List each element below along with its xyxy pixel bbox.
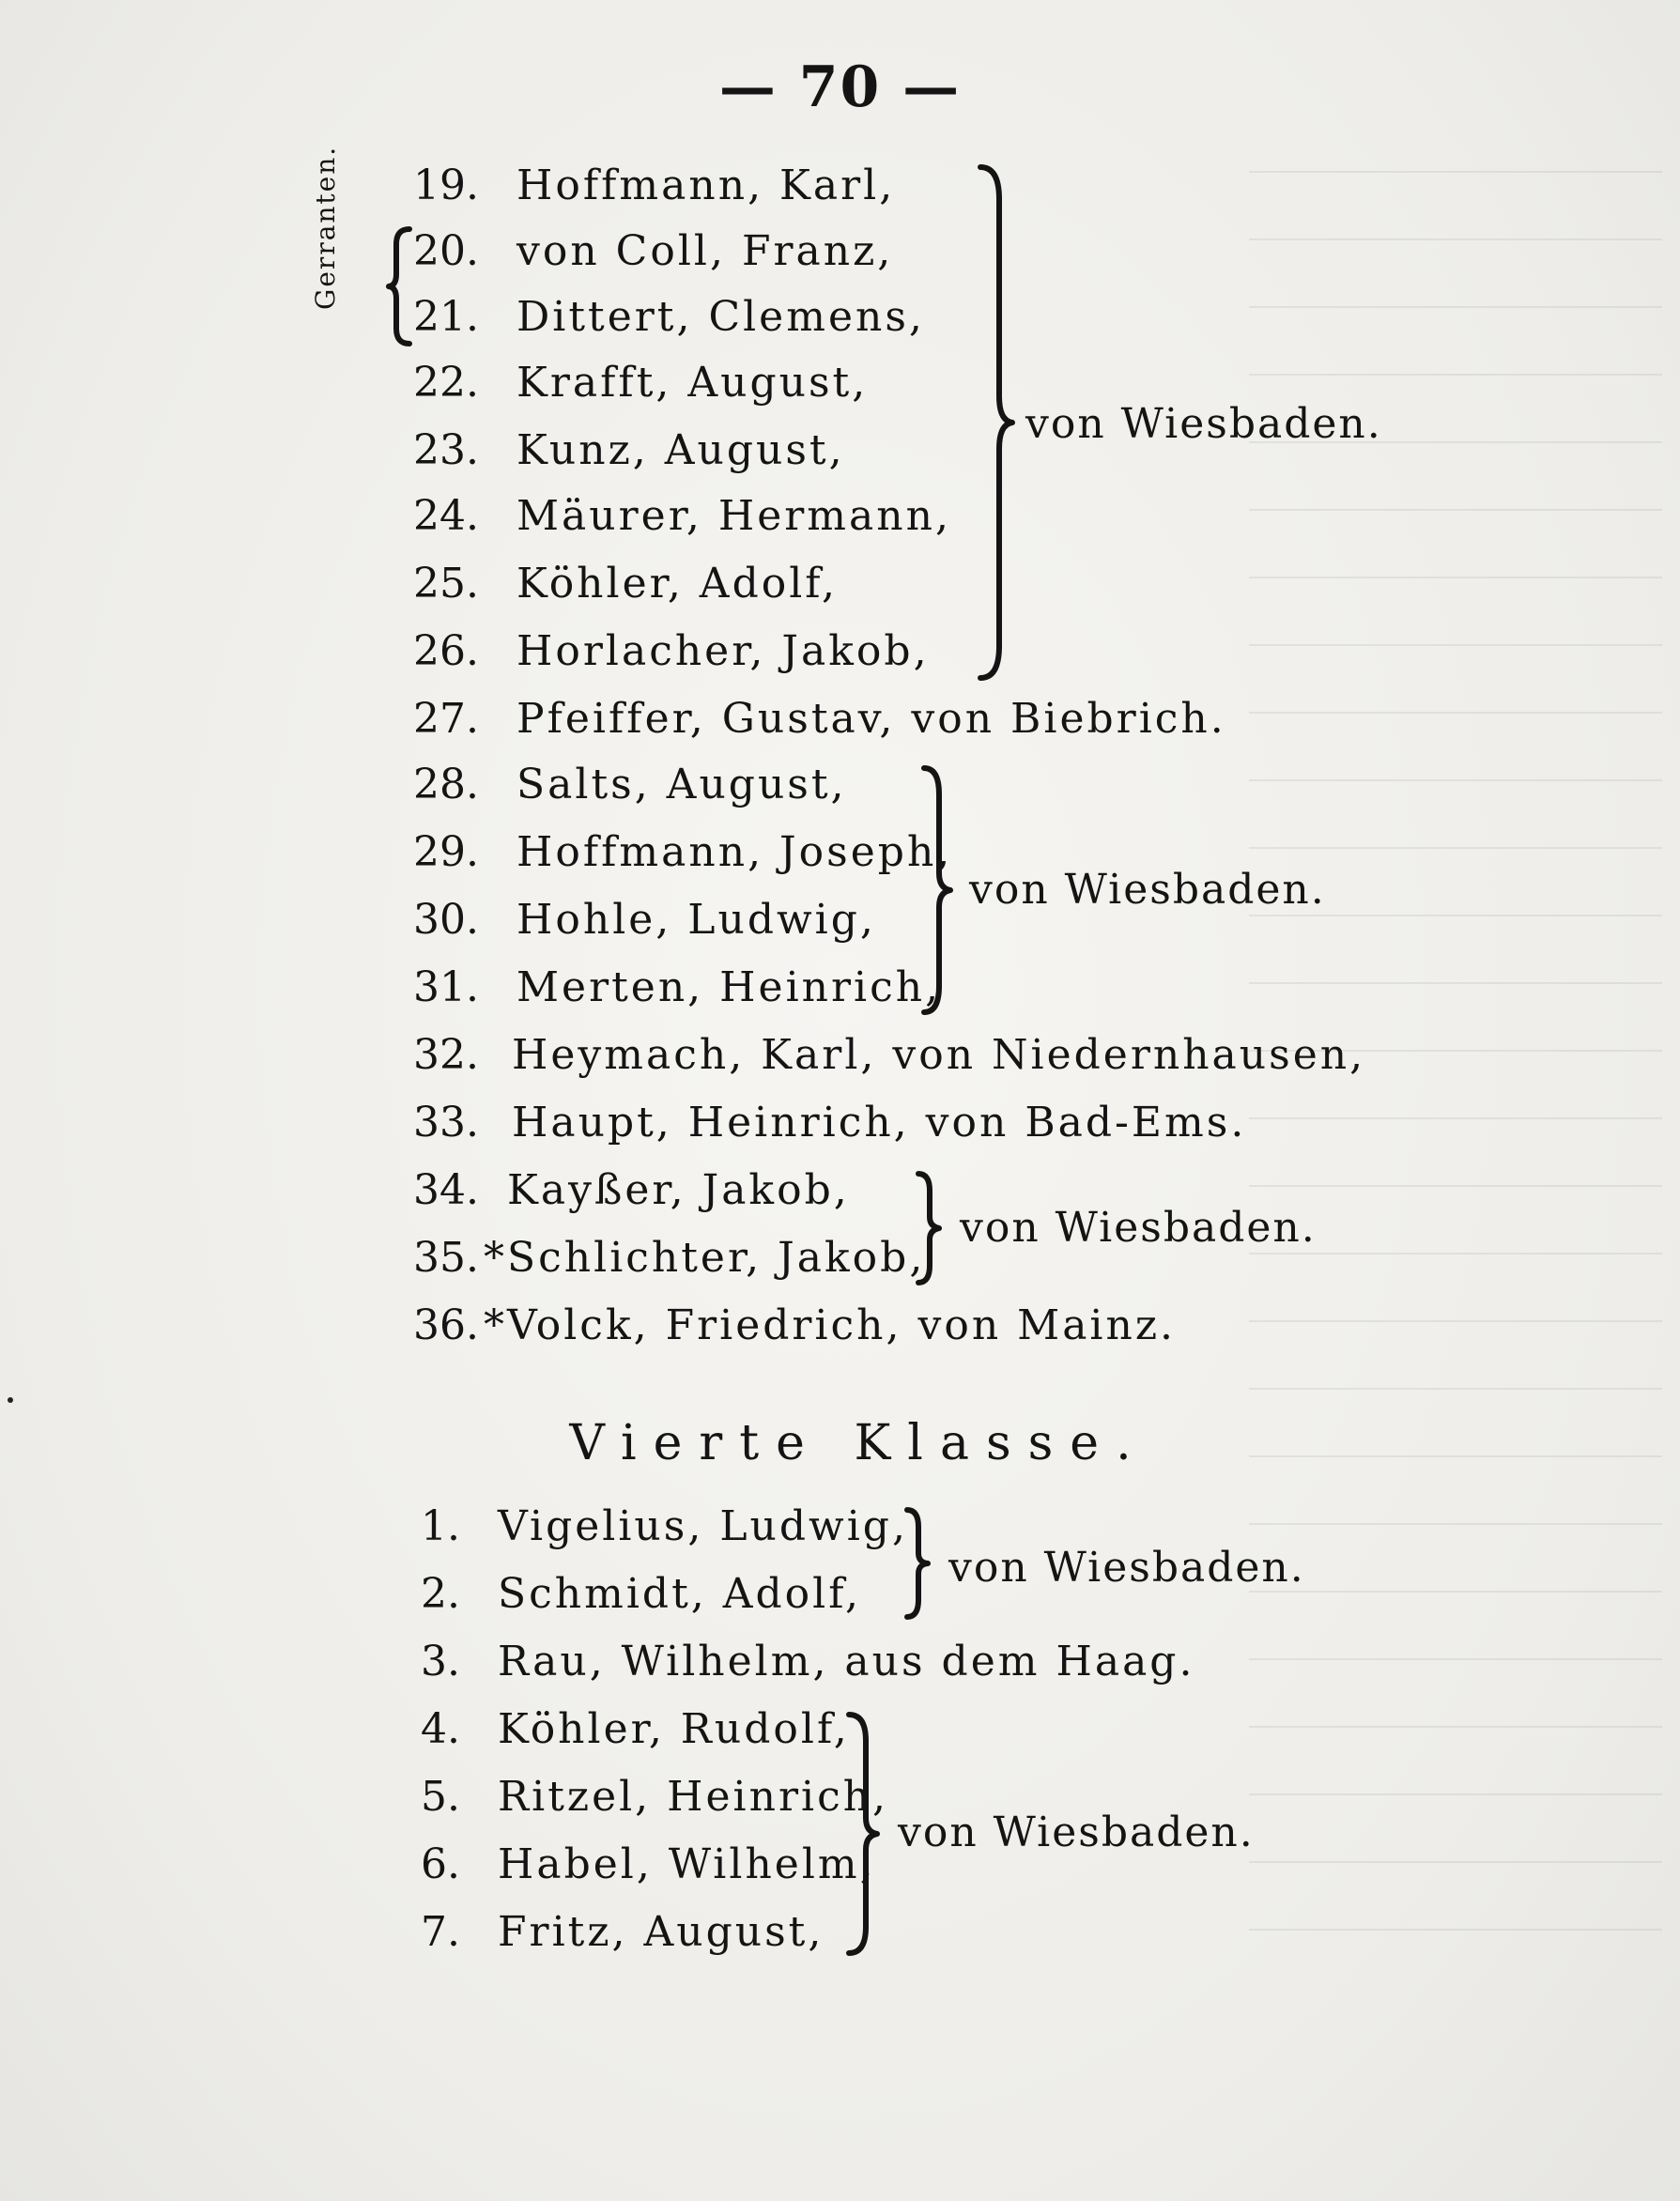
- item-name: Merten, Heinrich,: [516, 963, 942, 1011]
- item-name: Krafft, August,: [516, 359, 869, 407]
- group-label-4: von Wiesbaden.: [948, 1544, 1305, 1592]
- group-brace-1: [977, 162, 1014, 684]
- item-name: Rau, Wilhelm, aus dem Haag.: [498, 1638, 1195, 1685]
- item-number: 6.: [421, 1840, 460, 1888]
- item-name: Vigelius, Ludwig,: [498, 1502, 908, 1550]
- item-number: 1.: [421, 1502, 460, 1550]
- item-name: Habel, Wilhelm,: [498, 1840, 876, 1888]
- group-brace-3: [915, 1170, 943, 1286]
- group-label-3: von Wiesbaden.: [960, 1204, 1317, 1252]
- item-number: 19.: [413, 162, 479, 209]
- group-label-5: von Wiesbaden.: [898, 1809, 1255, 1856]
- item-name: Fritz, August,: [498, 1908, 825, 1956]
- page-number: — 70 —: [718, 54, 962, 120]
- item-name: Haupt, Heinrich, von Bad-Ems.: [512, 1099, 1247, 1147]
- item-name: Hoffmann, Joseph,: [516, 828, 953, 876]
- item-number: 31.: [413, 963, 479, 1011]
- ink-speck: [8, 1397, 13, 1403]
- side-label: Gerranten.: [310, 145, 341, 310]
- item-name: Hoffmann, Karl,: [516, 162, 896, 209]
- item-number: 33.: [413, 1099, 479, 1147]
- item-name: von Coll, Franz,: [516, 227, 894, 275]
- item-number: 21.: [413, 293, 479, 341]
- group-brace-2: [920, 762, 952, 1018]
- item-name: *Schlichter, Jakob,: [484, 1234, 926, 1282]
- item-name: Köhler, Rudolf,: [498, 1705, 850, 1753]
- item-number: 26.: [413, 627, 479, 675]
- item-name: Ritzel, Heinrich,: [498, 1773, 889, 1821]
- item-number: 35.: [413, 1234, 479, 1282]
- item-number: 28.: [413, 761, 479, 808]
- item-number: 7.: [421, 1908, 460, 1956]
- item-name: Mäurer, Hermann,: [516, 492, 951, 540]
- group-brace-4: [903, 1506, 932, 1621]
- item-name: Kunz, August,: [516, 426, 845, 474]
- item-name: Köhler, Adolf,: [516, 560, 839, 608]
- item-number: 32.: [413, 1031, 479, 1079]
- item-name: Pfeiffer, Gustav, von Biebrich.: [516, 695, 1226, 743]
- item-number: 24.: [413, 492, 479, 540]
- item-number: 3.: [421, 1638, 460, 1685]
- group-brace-5: [845, 1709, 881, 1959]
- item-name: Hohle, Ludwig,: [516, 896, 876, 944]
- item-number: 29.: [413, 828, 479, 876]
- item-name: Dittert, Clemens,: [516, 293, 925, 341]
- group-label-1: von Wiesbaden.: [1025, 400, 1382, 448]
- item-number: 25.: [413, 560, 479, 608]
- item-number: 4.: [421, 1705, 460, 1753]
- item-number: 27.: [413, 695, 479, 743]
- item-name: Schmidt, Adolf,: [498, 1570, 861, 1618]
- section-title: Vierte Klasse.: [569, 1415, 1148, 1471]
- item-number: 23.: [413, 426, 479, 474]
- item-number: 36.: [413, 1301, 479, 1349]
- item-number: 34.: [413, 1166, 479, 1214]
- item-number: 22.: [413, 359, 479, 407]
- item-number: 2.: [421, 1570, 460, 1618]
- item-name: Heymach, Karl, von Niedernhausen,: [512, 1031, 1366, 1079]
- item-name: Kayßer, Jakob,: [507, 1166, 850, 1214]
- item-name: Horlacher, Jakob,: [516, 627, 930, 675]
- item-number: 5.: [421, 1773, 460, 1821]
- item-name: Salts, August,: [516, 761, 847, 808]
- item-number: 30.: [413, 896, 479, 944]
- group-label-2: von Wiesbaden.: [969, 866, 1326, 914]
- item-number: 20.: [413, 227, 479, 275]
- item-name: *Volck, Friedrich, von Mainz.: [484, 1301, 1177, 1349]
